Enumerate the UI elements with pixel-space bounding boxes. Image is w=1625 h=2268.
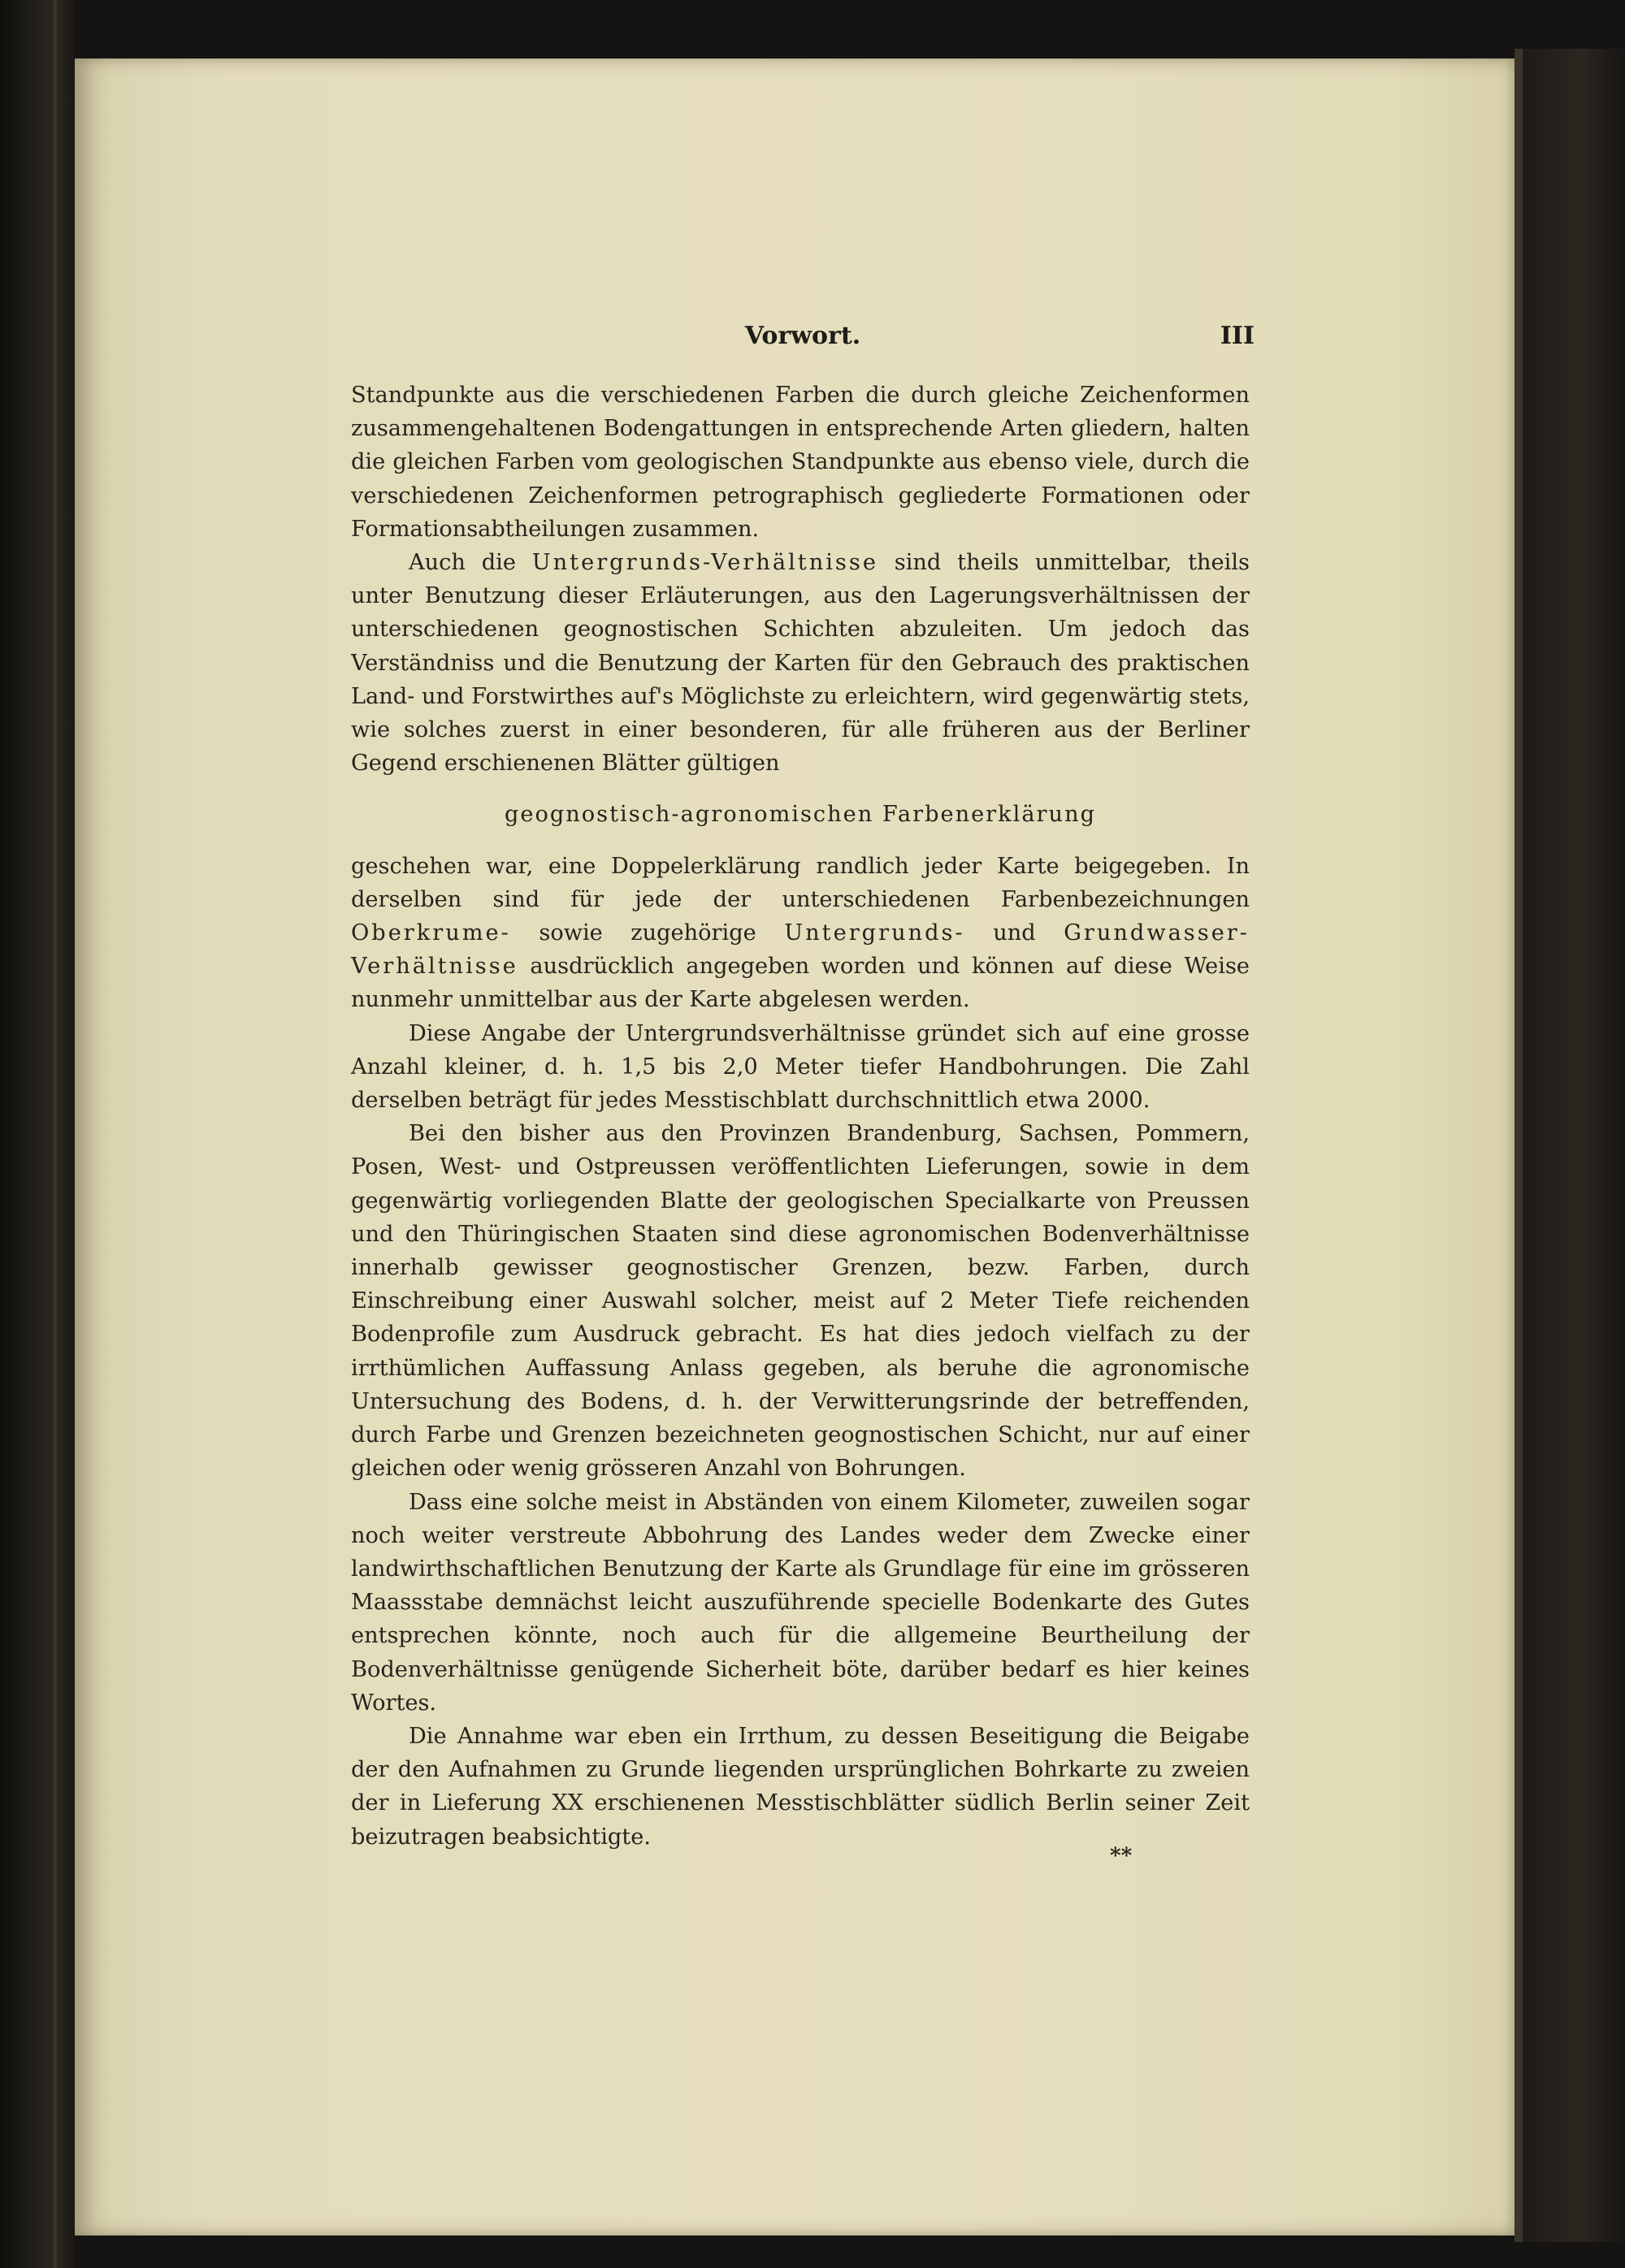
paragraph-2	[351, 546, 1250, 780]
paragraph-3-part-c: und	[964, 920, 1064, 946]
adjacent-book-edge	[0, 0, 75, 2268]
paragraph-3-part-d: ausdrücklich angegeben worden und können auf diese Weise nunmehr unmittelbar aus der Karte abgelesen werden.	[351, 954, 1250, 1013]
paragraph-3-part-a: geschehen war, eine Doppelerklärung randlich jeder Karte beigegeben. In derselben sind für jede der unterschiedenen Farbenbezeichnungen	[351, 853, 1250, 912]
emphasis-oberkrume: Oberkrume-	[351, 920, 511, 946]
centered-heading: geognostisch-agronomischen Farbenerklärung	[505, 802, 1096, 828]
paragraph-2-rest: sind theils unmittelbar, theils unter Benutzung dieser Erläuterungen, aus den Lagerungsverhältnissen der unterschiedenen geognostischen Schichten abzuleiten. Um jedoch das Verständniss und die Benutzung der Karten für den Gebrauch des praktischen Land- und Forstwirthes auf's Möglichste zu erleichtern, wird gegenwärtig stets, wie solches zuerst in einer besonderen, für alle früheren aus der Berliner Gegend erschienenen Blätter gültigen	[351, 550, 1250, 777]
paragraph-5: Bei den bisher aus den Provinzen Brandenburg, Sachsen, Pommern, Posen, West- und Ostpreussen veröffentlichten Lieferungen, sowie in dem gegenwärtig vorliegenden Blatte der geologischen Specialkarte von Preussen und den Thüringischen Staaten sind diese agronomischen Bodenverhältnisse innerhalb gewisser geognostischer Grenzen, bezw. Farben, durch Einschreibung einer Auswahl solcher, meist auf 2 Meter Tiefe reichenden Bodenprofile zum Ausdruck gebracht. Es hat dies jedoch vielfach zu der irrthümlichen Auffassung Anlass gegeben, als beruhe die agronomische Untersuchung des Bodens, d. h. der Verwitterungsrinde der betreffenden, durch Farbe und Grenzen bezeichneten geognostischen Schicht, nur auf einer gleichen oder wenig grösseren Anzahl von Bohrungen.	[351, 1121, 1250, 1482]
page-number: III	[1220, 322, 1254, 350]
emphasis-untergrunds: Untergrunds-Verhältnisse	[531, 550, 878, 576]
paragraph-4: Diese Angabe der Untergrundsverhältnisse gründet sich auf eine grosse Anzahl kleiner, d. h. 1,5 bis 2,0 Meter tiefer Handbohrungen. Die Zahl derselben beträgt für jedes Messtischblatt durchschnittlich etwa 2000.	[351, 1020, 1250, 1114]
paragraph-1: Standpunkte aus die verschiedenen Farben die durch gleiche Zeichenformen zusammengehaltenen Bodengattungen in entsprechende Arten gliedern, halten die gleichen Farben vom geologischen Standpunkte aus ebenso viele, durch die verschiedenen Zeichenformen petrographisch gegliederte Formationen oder Formationsabtheilungen zusammen.	[351, 383, 1250, 542]
paragraph-7: Die Annahme war eben ein Irrthum, zu dessen Beseitigung die Beigabe der den Aufnahmen zu Grunde liegenden ursprünglichen Bohrkarte zu zweien der in Lieferung XX erschienenen Messtischblätter südlich Berlin seiner Zeit beizutragen beabsichtigte.	[351, 1723, 1250, 1850]
emphasis-grundwasser: Grundwasser-Verhältnisse	[351, 920, 1250, 980]
book-cover-edge	[1514, 49, 1625, 2242]
paragraph-3	[351, 850, 1250, 1017]
paragraph-3-part-b: sowie zugehörige	[510, 920, 785, 946]
paragraph-6: Dass eine solche meist in Abständen von einem Kilometer, zuweilen sogar noch weiter verstreute Abbohrung des Landes weder dem Zwecke einer landwirthschaftlichen Benutzung der Karte als Grundlage für eine im grösseren Maassstabe demnächst leicht auszuführende specielle Bodenkarte des Gutes entsprechen könnte, noch auch für die allgemeine Beurtheilung der Bodenverhältnisse genügende Sicherheit böte, darüber bedarf es hier keines Wortes.	[351, 1489, 1250, 1716]
paragraph-2-start: Auch die	[409, 550, 532, 576]
page-title: Vorwort.	[744, 322, 861, 350]
emphasis-untergrunds-2: Untergrunds-	[784, 920, 965, 946]
running-head	[351, 322, 1254, 361]
signature-mark: **	[1110, 1844, 1133, 1868]
body-text	[351, 379, 1250, 1854]
